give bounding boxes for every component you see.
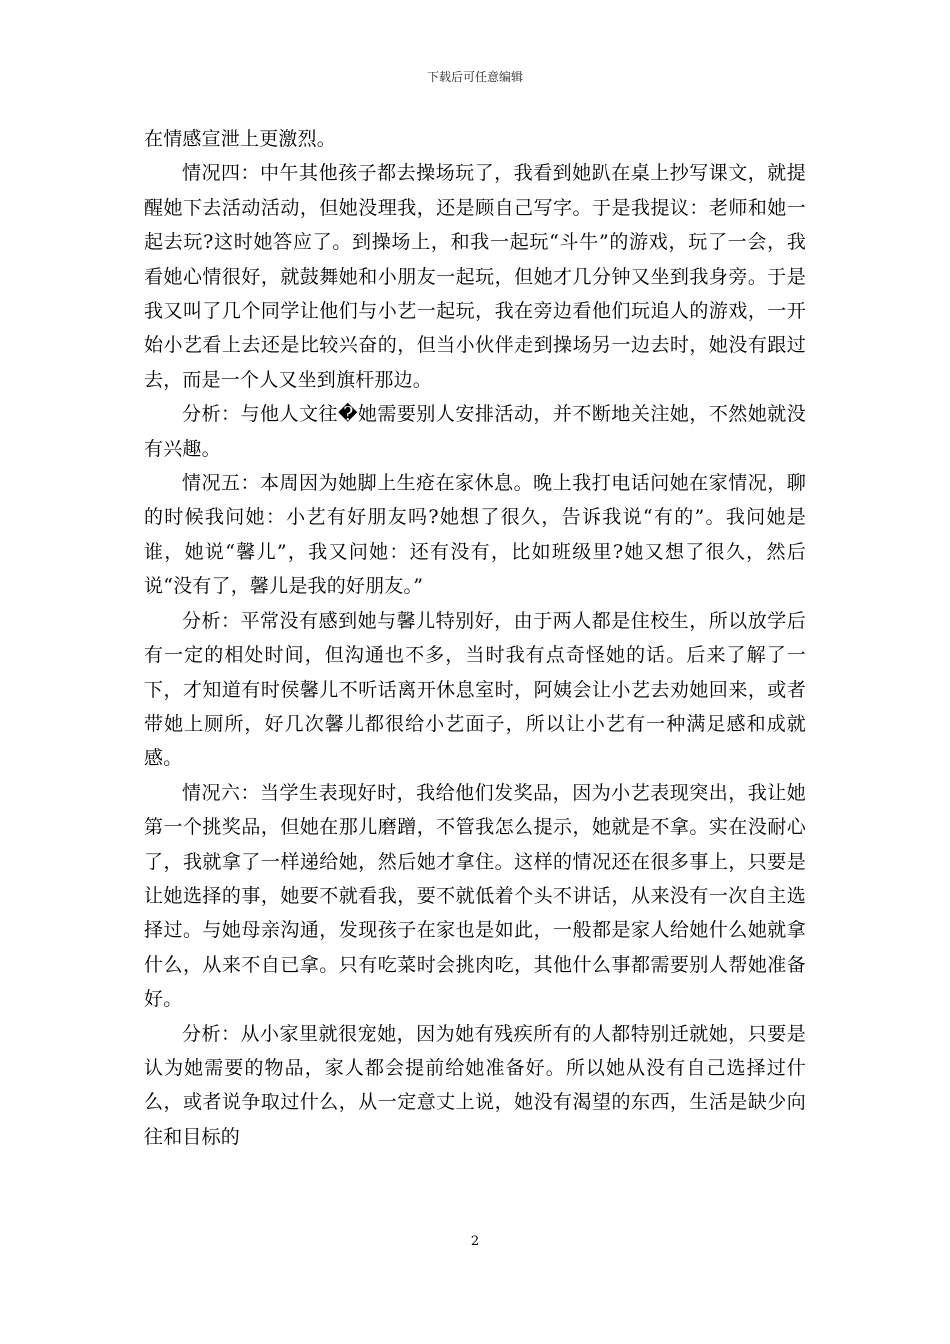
page-header: 下载后可任意编辑 — [426, 70, 523, 84]
paragraph-situation-six: 情况六：当学生表现好时，我给他们发奖品，因为小艺表现突出，我让她第一个挑奖品，但她在那儿磨蹭，不管我怎么提示，她就是不拿。实在没耐心了，我就拿了一样递给她，然后她才拿住。这样的情况还在很多事上，只要是让她选择的事，她要不就看我，要不就低着个头不讲话，从来没有一次自主选择过。与她母亲沟通，发现孩子在家也是如此，一般都是家人给她什么她就拿什么，从来不自已拿。只有吃菜时会挑肉吃，其他什么事都需要别人帮她准备好。 — [144, 781, 806, 1011]
paragraph-continuation: 在情感宣泄上更激烈。 — [144, 128, 337, 150]
paragraph-situation-four: 情况四：中午其他孩子都去操场玩了，我看到她趴在桌上抄写课文，就提醒她下去活动活动，但她没理我，还是顾自己写字。于是我提议：老师和她一起去玩?这时她答应了。到操场上，和我一起玩“斗牛”的游戏，玩了一会，我看她心情很好，就鼓舞她和小朋友一起玩，但她才几分钟又坐到我身旁。于是我又叫了几个同学让他们与小艺一起玩，我在旁边看他们玩追人的游戏，一开始小艺看上去还是比较兴奋的，但当小伙伴走到操场另一边去时，她没有跟过去，而是一个人又坐到旗杆那边。 — [144, 162, 806, 391]
paragraph-analysis-six: 分析：从小家里就很宠她，因为她有残疾所有的人都特别迁就她，只要是认为她需要的物品，家人都会提前给她准备好。所以她从没有自己选择过什么，或者说争取过什么，从一定意丈上说，她没有渴望的东西，生活是缺少向往和目标的 — [144, 1022, 806, 1148]
paragraph-analysis-four: 分析：与他人文往�她需要别人安排活动，并不断地关注她，不然她就没有兴趣。 — [144, 403, 806, 460]
document-body — [144, 122, 806, 1154]
paragraph-situation-five: 情况五：本周因为她脚上生疮在家休息。晚上我打电话问她在家情况，聊的时候我问她：小艺有好朋友吗?她想了很久，告诉我说“有的”。我问她是谁，她说“馨儿”，我又问她：还有没有，比如班级里?她又想了很久，然后说“没有了，馨儿是我的好朋友。” — [144, 472, 806, 598]
page-number: 2 — [470, 1234, 480, 1249]
paragraph-analysis-five: 分析：平常没有感到她与馨儿特别好，由于两人都是住校生，所以放学后有一定的相处时间，但沟通也不多，当时我有点奇怪她的话。后来了解了一下，才知道有时侯馨儿不听话离开休息室时，阿姨会让小艺去劝她回来，或者带她上厕所，好几次馨儿都很给小艺面子，所以让小艺有一种满足感和成就感。 — [144, 609, 806, 770]
